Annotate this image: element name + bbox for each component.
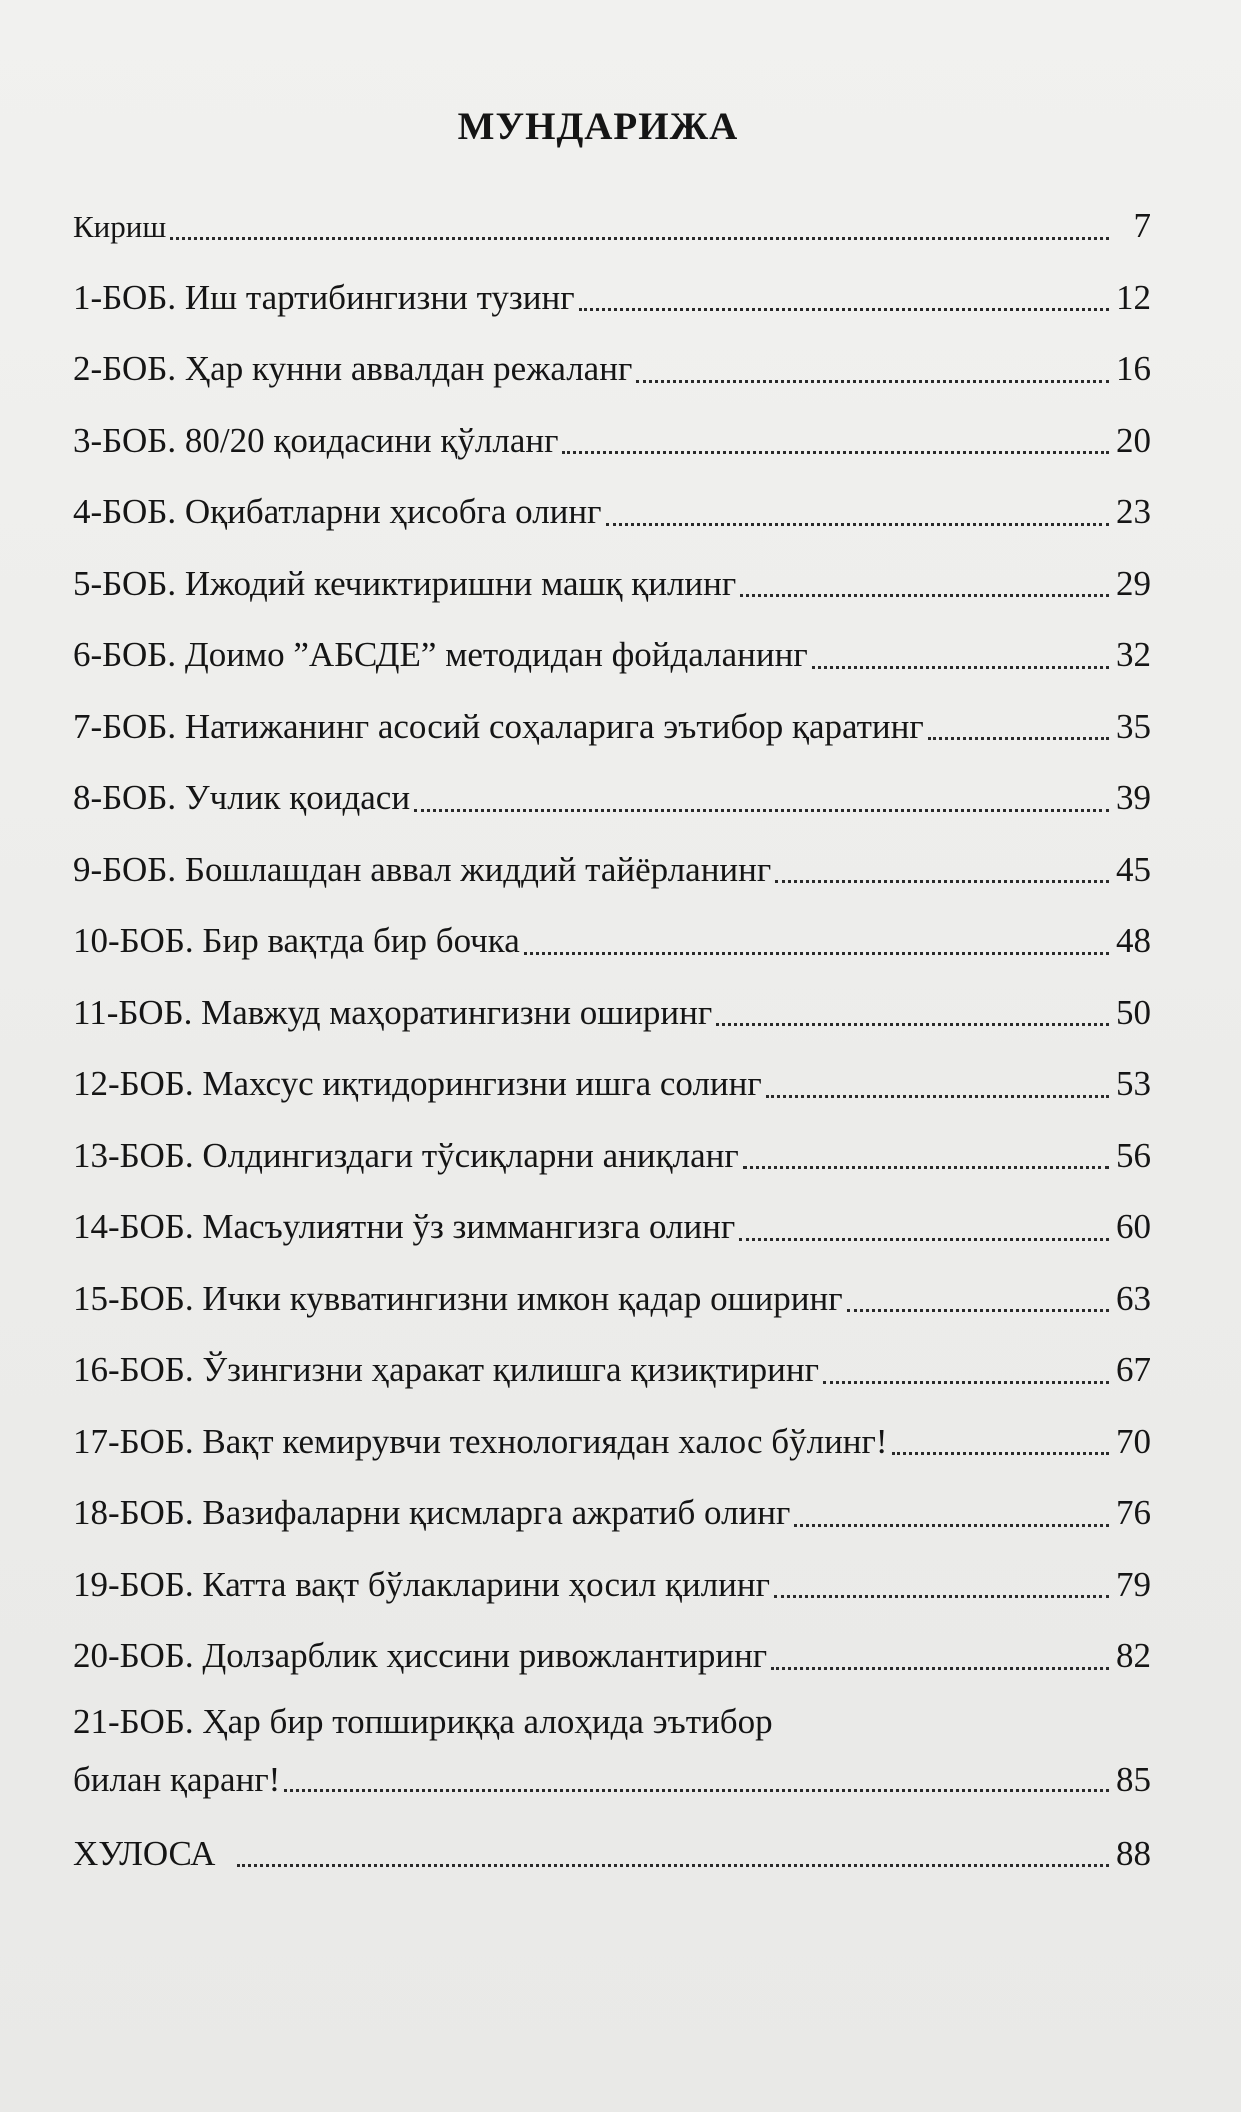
toc-entry-row2	[73, 1752, 1151, 1808]
dot-leader	[562, 450, 1109, 454]
toc-entry-label: 7-БОБ. Натижанинг асосий соҳаларига эътибор қаратинг	[73, 706, 924, 746]
toc-entry-label: 4-БОБ. Оқибатларни ҳисобга олинг	[73, 492, 602, 531]
toc-entry-label: 16-БОБ. Ўзингизни ҳаракат қилишга қизиқтиринг	[73, 1350, 819, 1389]
dot-leader	[170, 236, 1109, 240]
toc-entry-label: 15-БОБ. Ички кувватингизни имкон қадар оширинг	[73, 1278, 843, 1318]
toc-entry-label: 12-БОБ. Махсус иқтидорингизни ишга солинг	[73, 1064, 762, 1103]
toc-entry	[73, 548, 1151, 620]
toc-entry-label: 8-БОБ. Учлик қоидаси	[73, 778, 411, 817]
toc-entry-label: 13-БОБ. Олдингиздаги тўсиқларни аниқланг	[73, 1135, 739, 1175]
toc-entry	[73, 691, 1151, 763]
dot-leader	[794, 1523, 1109, 1527]
toc-entry-label: 9-БОБ. Бошлашдан аввал жиддий тайёрланинг	[73, 849, 772, 889]
toc-entry	[73, 619, 1151, 691]
toc-entry-page: 50	[1116, 992, 1151, 1032]
toc-entry-label: Кириш	[73, 209, 167, 244]
toc-entry-page: 20	[1116, 420, 1151, 460]
toc-entry	[73, 1549, 1151, 1621]
toc-entry-label-line1: 21-БОБ. Ҳар бир топшириққа алоҳида эътибор	[73, 1701, 773, 1741]
toc-entry-label: 14-БОБ. Масъулиятни ўз зиммангизга олинг	[73, 1207, 736, 1246]
dot-leader	[606, 522, 1109, 526]
toc-entry-page: 88	[1116, 1833, 1151, 1873]
toc-entry	[73, 977, 1151, 1049]
dot-leader	[823, 1380, 1109, 1384]
toc-entry-page: 53	[1116, 1064, 1151, 1103]
toc-entry	[73, 834, 1151, 906]
dot-leader	[636, 379, 1109, 383]
dot-leader	[739, 1237, 1109, 1241]
toc-entry-page: 45	[1116, 849, 1151, 889]
toc-entry-page: 39	[1116, 778, 1151, 817]
toc-entry-page: 23	[1116, 492, 1151, 531]
toc-entry-page: 60	[1116, 1207, 1151, 1246]
dot-leader	[524, 951, 1109, 955]
dot-leader	[775, 879, 1109, 883]
toc-entry-multiline	[73, 1692, 1151, 1816]
dot-leader	[237, 1863, 1109, 1867]
toc-entry-page: 48	[1116, 921, 1151, 960]
toc-entry-label-line2: билан қаранг!	[73, 1759, 281, 1799]
toc-entry-page: 63	[1116, 1278, 1151, 1318]
toc-entry-label: 1-БОБ. Иш тартибингизни тузинг	[73, 277, 575, 317]
toc-entry	[73, 905, 1151, 977]
toc-entry-label: 11-БОБ. Мавжуд маҳоратингизни оширинг	[73, 992, 713, 1032]
toc-entry	[73, 333, 1151, 405]
dot-leader	[284, 1788, 1109, 1792]
toc-entry-page: 16	[1116, 349, 1151, 388]
toc-entry-label: 2-БОБ. Ҳар кунни аввалдан режаланг	[73, 349, 633, 388]
toc-entry-label: 19-БОБ. Катта вақт бўлакларини ҳосил қилинг	[73, 1564, 770, 1604]
toc-entry-page: 12	[1116, 277, 1151, 317]
toc-entry-label: 10-БОБ. Бир вақтда бир бочка	[73, 921, 520, 960]
toc-entry-page: 35	[1116, 706, 1151, 746]
toc-entry-page: 85	[1116, 1759, 1151, 1799]
dot-leader	[414, 808, 1109, 812]
dot-leader	[928, 736, 1109, 740]
toc-entry	[73, 1263, 1151, 1335]
dot-leader	[766, 1094, 1109, 1098]
dot-leader	[716, 1022, 1109, 1026]
toc-entry-page: 82	[1116, 1636, 1151, 1675]
dot-leader	[812, 665, 1109, 669]
toc-entry-page: 79	[1116, 1564, 1151, 1604]
toc-entry	[73, 1477, 1151, 1549]
toc-entry-label: 20-БОБ. Долзарблик ҳиссини ривожлантиринг	[73, 1636, 768, 1675]
toc-entry-page: 76	[1116, 1493, 1151, 1532]
toc-entry	[73, 1620, 1151, 1692]
toc-entry-page: 7	[1133, 206, 1151, 245]
toc-entry-label: ХУЛОСА	[73, 1833, 216, 1873]
toc-entry	[73, 190, 1151, 262]
page-title: МУНДАРИЖА	[457, 105, 739, 148]
toc-entry-page: 70	[1116, 1421, 1151, 1461]
dot-leader	[579, 307, 1109, 311]
toc-entry	[73, 405, 1151, 477]
dot-leader	[774, 1594, 1109, 1598]
dot-leader	[892, 1451, 1109, 1455]
dot-leader	[740, 593, 1109, 597]
toc-entry	[73, 1334, 1151, 1406]
toc-entry-label: 17-БОБ. Вақт кемирувчи технологиядан халос бўлинг!	[73, 1421, 888, 1461]
dot-leader	[743, 1165, 1109, 1169]
toc-entry	[73, 1406, 1151, 1478]
toc-entry-label: 3-БОБ. 80/20 қоидасини қўлланг	[73, 420, 559, 460]
table-of-contents	[73, 190, 1151, 1889]
toc-entry-conclusion	[73, 1818, 1151, 1890]
dot-leader	[771, 1666, 1109, 1670]
toc-entry	[73, 1048, 1151, 1120]
toc-entry	[73, 262, 1151, 334]
toc-entry	[73, 1191, 1151, 1263]
toc-entry-page: 56	[1116, 1135, 1151, 1175]
toc-entry	[73, 762, 1151, 834]
toc-entry	[73, 476, 1151, 548]
toc-entry-label: 5-БОБ. Ижодий кечиктиришни машқ қилинг	[73, 563, 737, 603]
toc-entry-label: 6-БОБ. Доимо ”АБСДЕ” методидан фойдаланинг	[73, 635, 808, 674]
toc-entry-page: 32	[1116, 635, 1151, 674]
toc-entry-label: 18-БОБ. Вазифаларни қисмларга ажратиб олинг	[73, 1493, 791, 1532]
dot-leader	[847, 1308, 1109, 1312]
toc-entry-page: 67	[1116, 1350, 1151, 1389]
toc-entry-page: 29	[1116, 563, 1151, 603]
toc-entry	[73, 1120, 1151, 1192]
